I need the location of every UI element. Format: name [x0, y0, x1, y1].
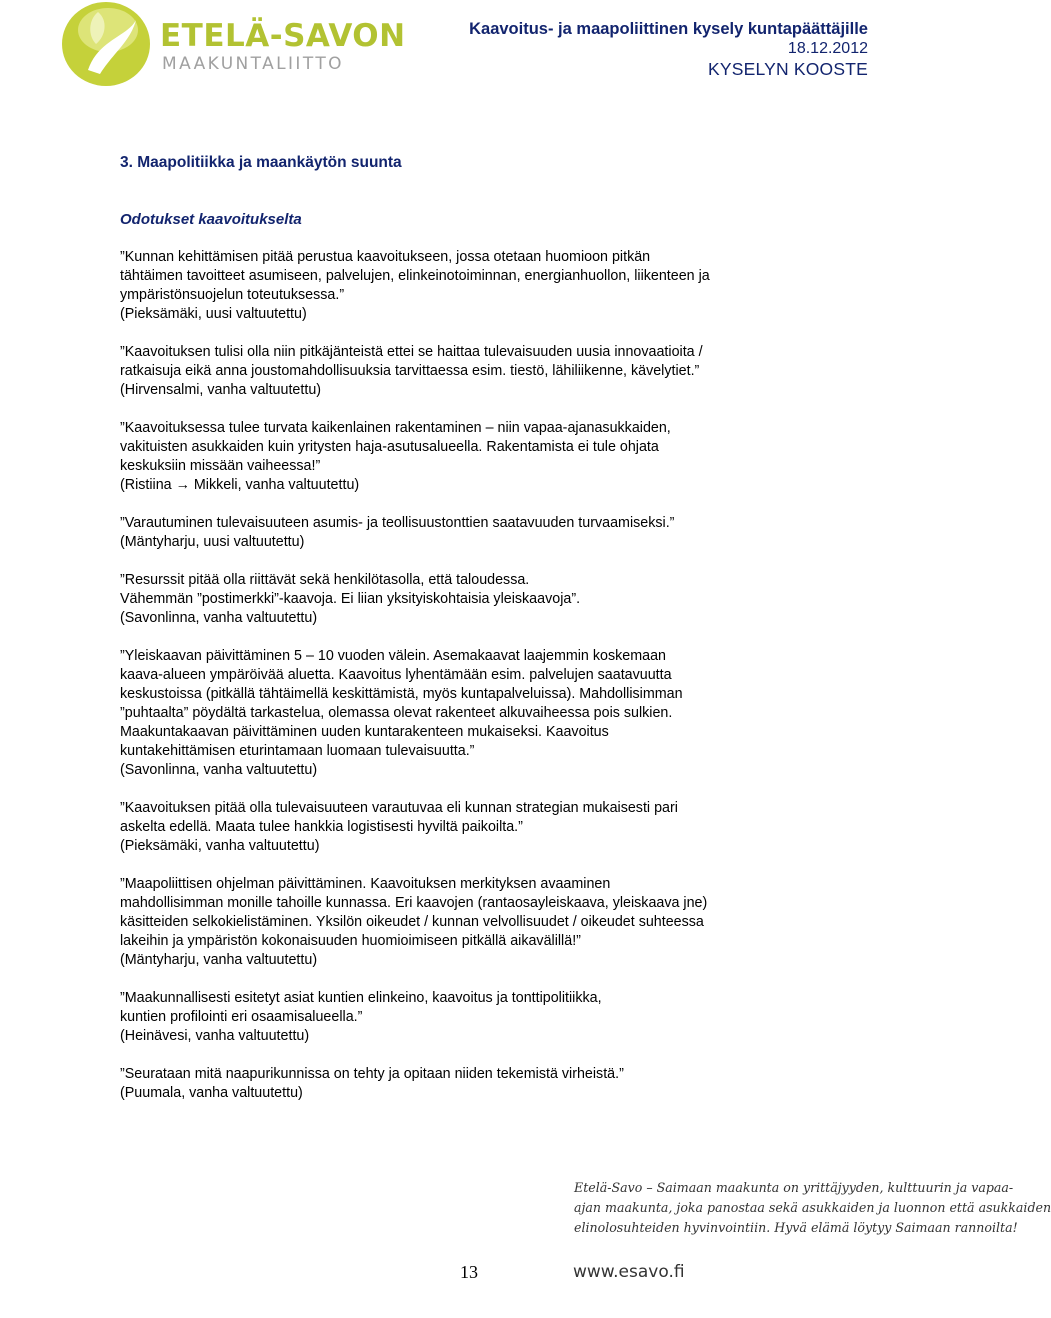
quote-block: [120, 514, 810, 552]
quote-line: (Mäntyharju, uusi valtuutettu): [120, 534, 305, 550]
quote-line: (Pieksämäki, vanha valtuutettu): [120, 838, 320, 854]
footer-slogan-line: Etelä-Savo – Saimaan maakunta on yrittäjyyden, kulttuurin ja vapaa-: [574, 1180, 1014, 1195]
quote-line: (Mäntyharju, vanha valtuutettu): [120, 952, 318, 968]
quote-line: (Savonlinna, vanha valtuutettu): [120, 610, 318, 626]
quote-block: [120, 571, 810, 628]
quote-line: mahdollisimman monille tahoille kunnassa. Eri kaavojen (rantaosayleiskaava, yleiskaava jne): [120, 895, 708, 911]
quote-line: Maakuntakaavan päivittäminen uuden kuntarakenteen mukaiseksi. Kaavoitus: [120, 724, 609, 740]
quote-line: ”Seurataan mitä naapurikunnissa on tehty ja opitaan niiden tekemistä virheistä.”: [120, 1066, 624, 1082]
page-number: 13: [460, 1262, 478, 1282]
document-title: Kaavoitus- ja maapoliittinen kysely kuntapäättäjille: [469, 20, 868, 38]
quote-block: [120, 989, 810, 1046]
section-title: 3. Maapolitiikka ja maankäytön suunta: [120, 154, 402, 171]
quote-line: askelta edellä. Maata tulee hankkia logistisesti hyviltä paikoilta.”: [120, 819, 523, 835]
quote-line: (Savonlinna, vanha valtuutettu): [120, 762, 318, 778]
quote-line: ratkaisuja eikä anna joustomahdollisuuksia tarvittaessa esim. tiestö, lähiliikenne, kävelytiet.”: [120, 363, 700, 379]
quote-line: ”Maakunnallisesti esitetyt asiat kuntien elinkeino, kaavoitus ja tonttipolitiikka,: [120, 990, 602, 1006]
quote-line: ”Varautuminen tulevaisuuteen asumis- ja teollisuustonttien saatavuuden turvaamiseksi.”: [120, 515, 675, 531]
quote-line: keskustoissa (pitkällä tähtäimellä keskittämistä, myös kuntapalveluissa). Mahdollisimman: [120, 686, 683, 702]
footer-slogan-line: ajan maakunta, joka panostaa sekä asukkaiden ja luonnon että asukkaiden: [574, 1200, 1051, 1215]
quote-line: kaava-alueen ympäröivää aluetta. Kaavoitus lyhentämään esim. palvelujen saatavuutta: [120, 667, 672, 683]
quote-line: (Heinävesi, vanha valtuutettu): [120, 1028, 310, 1044]
quote-line: kuntakehittämisen eturintamaan luomaan tulevaisuutta.”: [120, 743, 475, 759]
quote-block: [120, 248, 810, 324]
footer-slogan-line: elinolosuhteiden hyvinvointiin. Hyvä elämä löytyy Saimaan rannoilta!: [574, 1220, 1018, 1235]
quote-line: ”Yleiskaavan päivittäminen 5 – 10 vuoden välein. Asemakaavat laajemmin koskemaan: [120, 648, 666, 664]
quote-block: [120, 799, 810, 856]
quote-line: (Hirvensalmi, vanha valtuutettu): [120, 382, 322, 398]
quote-line: ”Kunnan kehittämisen pitää perustua kaavoitukseen, jossa otetaan huomioon pitkän: [120, 249, 651, 265]
section-subtitle: Odotukset kaavoitukselta: [120, 211, 302, 228]
quote-line: keskuksiin missään vaiheessa!”: [120, 458, 321, 474]
quote-block: [120, 343, 810, 400]
quote-line: (Pieksämäki, uusi valtuutettu): [120, 306, 307, 322]
document-date: 18.12.2012: [787, 40, 868, 57]
logo-name: ETELÄ-SAVON: [160, 18, 406, 54]
logo-subtitle: MAAKUNTALIITTO: [162, 54, 344, 74]
quote-line: ”Kaavoituksen tulisi olla niin pitkäjänteistä ettei se haittaa tulevaisuuden uusia innovaatioita /: [120, 344, 703, 360]
quote-list: [120, 248, 810, 1103]
quote-line: ”puhtaalta” pöydältä tarkastelua, olemassa olevat rakenteet alkuvaiheessa pois sulkien.: [120, 705, 673, 721]
quote-line: ”Resurssit pitää olla riittävät sekä henkilötasolla, että taloudessa.: [120, 572, 530, 588]
quote-line: vakituisten asukkaiden kuin yritysten haja-asutusalueella. Rakentamista ei tule ohjata: [120, 439, 659, 455]
document-subtitle: KYSELYN KOOSTE: [707, 59, 868, 79]
organization-logo: [58, 0, 406, 92]
quote-line: Vähemmän ”postimerkki”-kaavoja. Ei liian yksityiskohtaisia yleiskaavoja”.: [120, 591, 581, 607]
quote-line: ”Maapoliittisen ohjelman päivittäminen. Kaavoituksen merkityksen avaaminen: [120, 876, 611, 892]
leaf-logo-icon: [58, 0, 162, 92]
footer-url-link[interactable]: www.esavo.fi: [573, 1262, 685, 1282]
quote-line: ympäristönsuojelun toteutuksessa.”: [120, 287, 345, 303]
footer-slogan: [574, 1178, 1051, 1238]
quote-block: [120, 1065, 810, 1103]
quote-line: käsitteiden selkokielistäminen. Yksilön oikeudet / kunnan velvollisuudet / oikeudet suhteessa: [120, 914, 704, 930]
quote-line: (Puumala, vanha valtuutettu): [120, 1085, 303, 1101]
quote-line: kuntien profilointi eri osaamisalueella.”: [120, 1009, 363, 1025]
quote-line: ”Kaavoituksen pitää olla tulevaisuuteen varautuvaa eli kunnan strategian mukaisesti pari: [120, 800, 678, 816]
quote-block: [120, 419, 810, 495]
quote-block: [120, 647, 810, 780]
quote-line: ”Kaavoituksessa tulee turvata kaikenlainen rakentaminen – niin vapaa-ajanasukkaiden,: [120, 420, 671, 436]
main-content: [120, 153, 810, 1122]
quote-line: (Ristiina → Mikkeli, vanha valtuutettu): [120, 477, 360, 493]
quote-line: lakeihin ja ympäristön kokonaisuuden huomioimiseen pitkällä aikavälillä!”: [120, 933, 581, 949]
quote-line: tähtäimen tavoitteet asumiseen, palvelujen, elinkeinotoiminnan, energianhuollon, liikenteen ja: [120, 268, 710, 284]
quote-block: [120, 875, 810, 970]
